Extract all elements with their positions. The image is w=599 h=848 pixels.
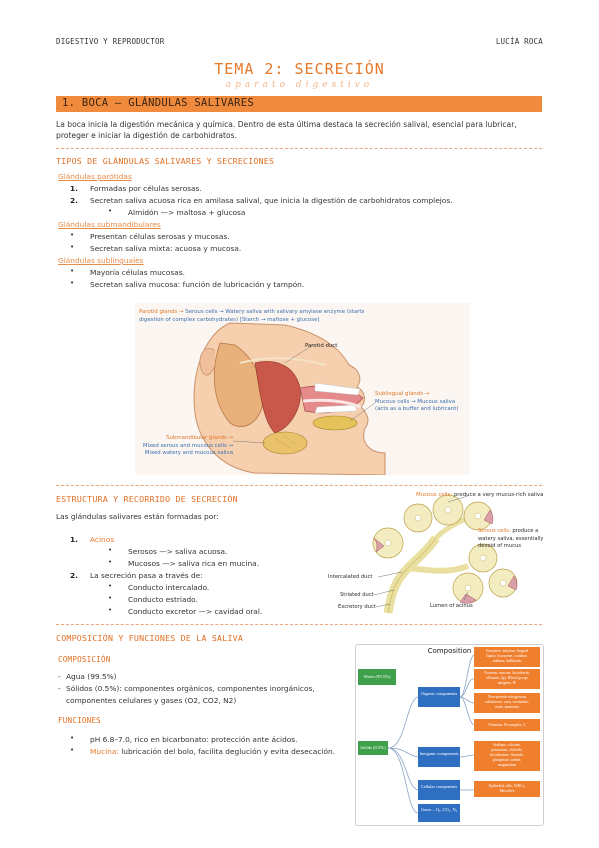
section-heading-composition: COMPOSICIÓN Y FUNCIONES DE LA SALIVA [56, 633, 244, 643]
organic-nonprotein-line-1: Non-protein nitrogenous [487, 695, 527, 699]
figure2-mucous-label: Mucous cells: [416, 492, 453, 498]
figure2-lumen: Lumen of acinus [430, 603, 473, 609]
figure1-parotid-text: Serous cells → Watery saliva with salivary amylase enzyme (starts [185, 309, 365, 315]
bullet: • [70, 279, 75, 287]
parotid-sub-1: Almidón —> maltosa + glucosa [128, 208, 246, 217]
sublingual-item-1: Mayoría células mucosas. [90, 268, 185, 277]
cellular-line-2: Microbes [499, 789, 515, 793]
inorganic-minerals-line-1: Sodium, calcium, [493, 743, 521, 747]
salivary-glands-figure [135, 303, 470, 475]
figure1-parotid-label: Parotid glands → [139, 309, 184, 315]
figure1-sublingual-caption [375, 391, 458, 414]
composition-diagram [355, 644, 544, 826]
composition-item-2-line-1: Sólidos (0.5%): componentes orgánicos, componentes inorgánicos, [66, 684, 315, 693]
bullet: • [70, 231, 75, 239]
figure1-parotid-duct: Parotid duct [305, 343, 338, 349]
organic-proteins-line-2: albumin, Igs, Blood group [486, 676, 528, 680]
list-number: 2. [70, 571, 78, 580]
organic-proteins-line-3: antigens, IF [497, 681, 517, 685]
bullet: • [108, 606, 113, 614]
list-number: 2. [70, 196, 78, 205]
list-number: 1. [70, 535, 78, 544]
function-item-1: pH 6.8–7.0, rico en bicarbonato: protección ante ácidos. [90, 735, 298, 744]
figure1-submandibular-caption [137, 435, 233, 458]
organic-enzymes-line-2: lipase, lysozyme, catalase, [486, 654, 528, 658]
bullet: • [108, 582, 113, 590]
figure1-submandibular-3: Mixed watery and mucous saliva [144, 450, 233, 456]
page-title: TEMA 2: SECRECIÓN [214, 60, 385, 78]
figure1-parotid-line2: digestion of complex carbohydrates) [Starch → maltose + glucose] [139, 317, 320, 323]
organic-enzymes-line-3: maltase, kallikrein [492, 659, 522, 663]
submandibular-label: Glándulas submandibulares [58, 220, 161, 229]
inorganic-minerals-line-3: bicarbonate, fluoride, [490, 753, 524, 757]
divider [56, 485, 542, 486]
organic-nonprotein-box [474, 693, 540, 713]
structure-item-2-sub-3: Conducto excretor —> cavidad oral. [128, 607, 263, 616]
divider [56, 624, 542, 625]
page-subtitle: aparato digestivo [225, 80, 374, 90]
structure-item-1: Acinos [90, 535, 115, 544]
intro-line-1: La boca inicia la digestión mecánica y química. Dentro de esta última destaca la secreción salival, esencial para lubricar, [56, 120, 517, 129]
bullet: • [108, 546, 113, 554]
intro-line-2: proteger e iniciar la digestión de carbohidratos. [56, 131, 238, 140]
structure-intro: Las glándulas salivares están formadas por: [56, 512, 219, 521]
function-item-2-label: Mucina: [90, 747, 119, 756]
figure2-serous-text-2: watery saliva, essentially [478, 535, 544, 542]
composition-subheading: COMPOSICIÓN [58, 655, 111, 664]
figure1-submandibular-2: Mixed serous and mucous cells → [142, 442, 233, 449]
organic-nonprotein-line-2: substances: urea, creatinine, [485, 700, 529, 704]
figure1-sublingual-3: (acts as a buffer and lubricant) [375, 406, 459, 412]
cellular-line-1: Epithelial cells, WBCs, [488, 784, 526, 788]
section-bar-boca [56, 96, 542, 112]
organic-enzymes-line-1: Enzymes: amylase, lingual [486, 649, 528, 653]
submandibular-item-2: Secretan saliva mixta: acuosa y mucosa. [90, 244, 242, 253]
list-number: 1. [70, 184, 78, 193]
inorganic-box: Inorganic components [418, 747, 460, 767]
inorganic-minerals-line-2: potassium, chloride, [491, 748, 523, 752]
figure1-sublingual-label: Sublingual glands → [375, 391, 430, 397]
cellular-components-box [474, 781, 540, 797]
bullet: • [70, 267, 75, 275]
parotid-item-1: Formadas por células serosas. [90, 184, 202, 193]
composition-item-2-line-2: componentes celulares y gases (O2, CO2, N2) [66, 696, 237, 705]
acinus-figure [318, 488, 544, 618]
figure2-mucous-caption [416, 492, 543, 498]
bullet: • [108, 207, 113, 215]
bullet: • [108, 558, 113, 566]
organic-proteins-line-1: Proteins: mucins, lactoferrin, [484, 671, 530, 675]
inorganic-minerals-line-4: phosphate, iodine, [492, 758, 522, 762]
parotid-label: Glándulas parótidas [58, 172, 132, 181]
figure2-excretory: Excretory duct [338, 604, 376, 610]
section-heading-boca: 1. BOCA – GLÁNDULAS SALIVARES [62, 97, 255, 109]
figure2-serous-text-3: devoid of mucus [478, 543, 521, 549]
composition-diagram-title: Composition [427, 647, 472, 655]
inorganic-minerals-line-5: magnesium [498, 763, 516, 767]
function-item-2-text: lubricación del bolo, facilita deglución y evita desecación. [121, 747, 336, 756]
figure2-striated: Striated duct [340, 592, 374, 598]
figure2-serous-caption [478, 528, 544, 551]
section-heading-structure: ESTRUCTURA Y RECORRIDO DE SECRECIÓN [56, 494, 238, 504]
organic-vitamins-box: Vitamins: B-complex, C [474, 719, 540, 731]
composition-item-1-dash: - [58, 672, 61, 681]
inorganic-minerals-box [474, 741, 540, 771]
composition-item-1: Agua (99.5%) [66, 672, 117, 681]
structure-item-1-sub-1: Serosos —> saliva acuosa. [128, 547, 228, 556]
figure2-mucous-text: produce a very mucus-rich saliva [453, 492, 544, 498]
composition-item-2-dash: - [58, 684, 61, 693]
structure-item-2-sub-2: Conducto estriado. [128, 595, 198, 604]
cellular-box: Cellular components [418, 780, 460, 800]
sublingual-label: Glándulas sublinguales [58, 256, 144, 265]
divider [56, 148, 542, 149]
gases-box: Gases – O₂, CO₂, N₂ [418, 804, 460, 822]
bullet: • [70, 746, 75, 754]
bullet: • [70, 243, 75, 251]
water-box: Water (99.5%) [358, 669, 396, 685]
submandibular-item-1: Presentan células serosas y mucosas. [90, 232, 230, 241]
figure2-intercalated: Intercalated duct [328, 574, 373, 580]
figure2-serous-text-1: produce a [512, 528, 539, 534]
structure-item-1-sub-2: Mucosos —> saliva rica en mucina. [128, 559, 260, 568]
intro-paragraph [56, 119, 546, 141]
parotid-item-2: Secretan saliva acuosa rica en amilasa salival, que inicia la digestión de carbohidratos complejos. [90, 196, 453, 205]
solids-box: Solids (0.5%) [358, 741, 388, 755]
bullet: • [70, 734, 75, 742]
structure-item-2: La secreción pasa a través de: [90, 571, 203, 580]
figure2-serous-label: Serous cells: [478, 528, 511, 534]
bullet: • [108, 594, 113, 602]
header-left: DIGESTIVO Y REPRODUCTOR [56, 37, 165, 46]
sublingual-item-2: Secretan saliva mucosa: función de lubricación y tampón. [90, 280, 305, 289]
header-right: LUCÍA ROCA [495, 37, 543, 46]
organic-proteins-box [474, 669, 540, 689]
organic-enzymes-box [474, 647, 540, 667]
structure-item-2-sub-1: Conducto intercalado. [128, 583, 210, 592]
function-item-2 [90, 747, 335, 756]
organic-box: Organic components [418, 687, 460, 707]
functions-subheading: FUNCIONES [58, 716, 101, 725]
figure1-sublingual-2: Mucous cells → Mucous saliva [375, 398, 456, 405]
section-heading-glands: TIPOS DE GLÁNDULAS SALIVARES Y SECRECIONES [56, 156, 275, 166]
organic-nonprotein-line-3: urate, ammonia [494, 705, 520, 709]
figure1-parotid-caption [139, 308, 364, 324]
figure1-submandibular-label: Submandibular glands → [166, 435, 233, 441]
